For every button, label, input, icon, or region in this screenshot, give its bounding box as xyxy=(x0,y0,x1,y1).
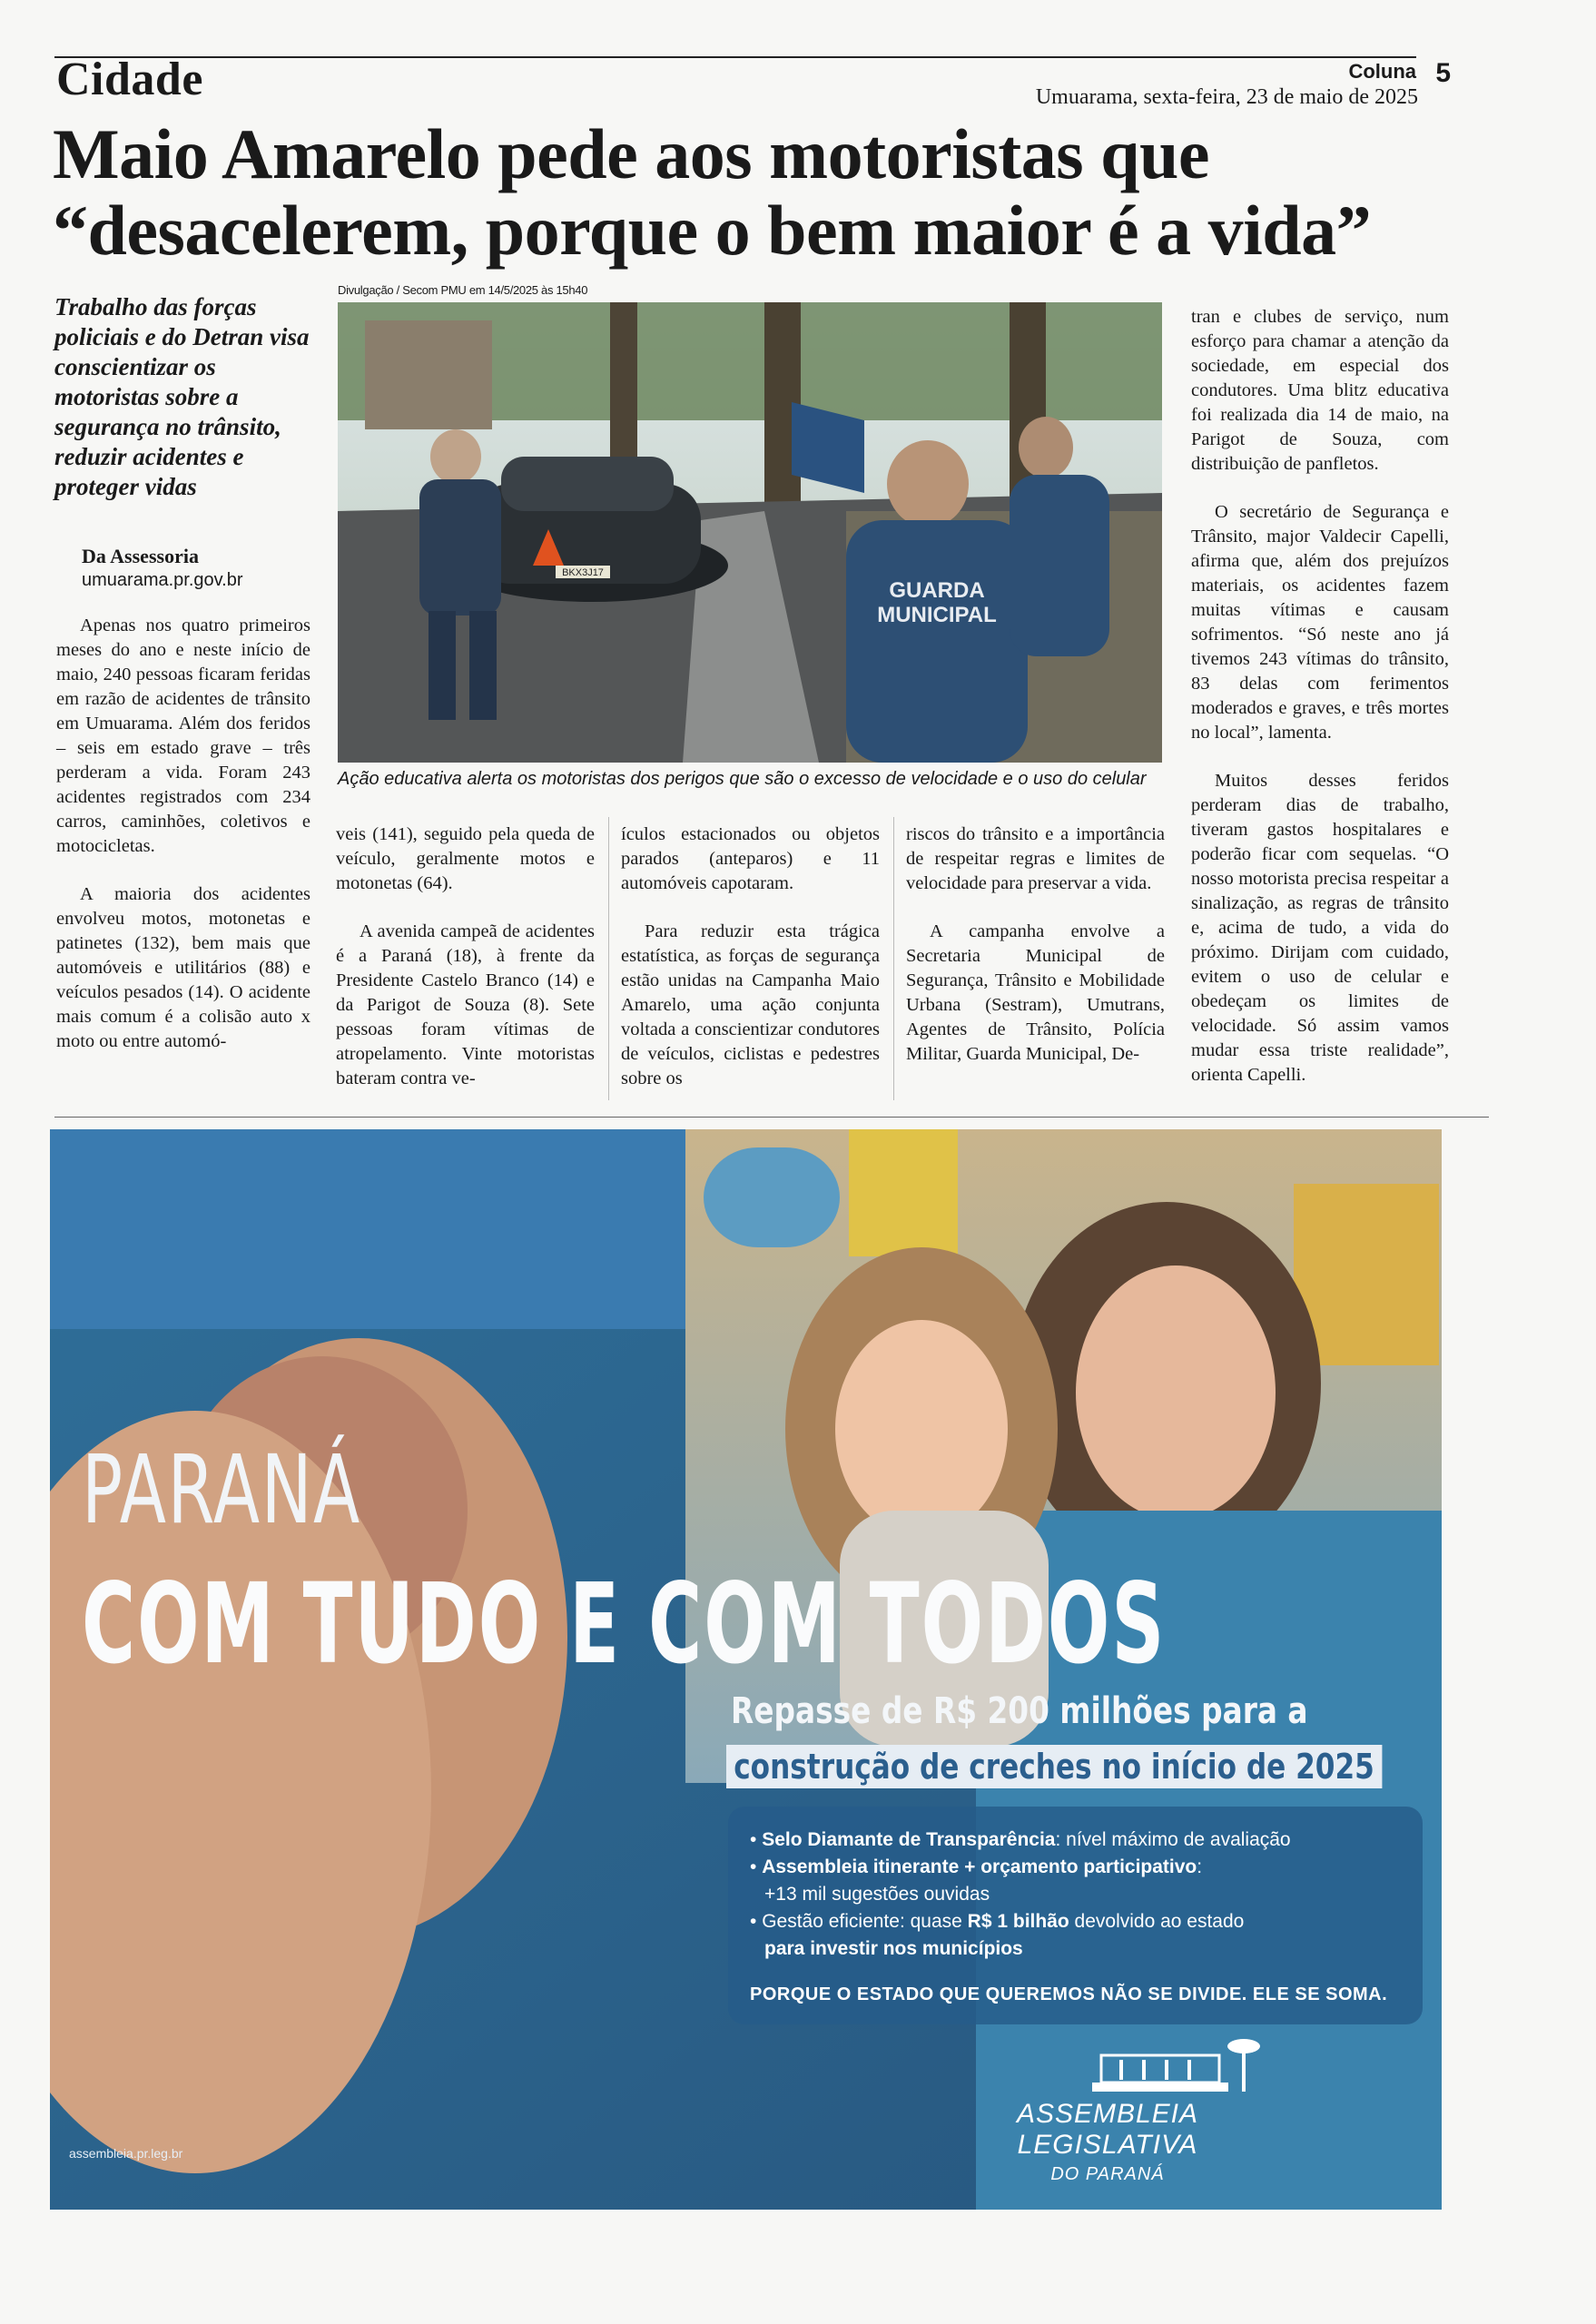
paragraph: ículos estacionados ou objetos parados (anteparos) e 11 automóveis capotaram. xyxy=(621,824,880,893)
bullet-text: : xyxy=(1197,1856,1203,1877)
byline-url: umuarama.pr.gov.br xyxy=(82,570,243,590)
column-label: Coluna xyxy=(1348,60,1416,83)
article-deck: Trabalho das forças policiais e do Detran visa conscientizar os motoristas sobre a segurança no trânsito, reduzir acidentes e proteger vidas xyxy=(54,293,310,500)
paragraph: A campanha envolve a Secretaria Municipal de Segurança, Trânsito e Mobilidade Urbana (Sestram), Umutrans, Agentes de Trânsito, Polícia Militar, Guarda Municipal, De- xyxy=(906,921,1165,1064)
header-rule xyxy=(54,56,1416,58)
ad-bullet-3-sub: para investir nos municípios xyxy=(764,1938,1023,1959)
ad-logo-line-1: ASSEMBLEIA xyxy=(1016,2099,1199,2129)
license-plate: BKX3J17 xyxy=(562,567,604,578)
paragraph: Muitos desses feridos perderam dias de trabalho, tiveram gastos hospitalares e poderão ficar com sequelas. “O nosso motorista precisa respeitar a sinalização, as regras de trânsito e, acima de tudo, a vida do próximo. Dirijam com cuidado, evitem o uso de celular e obedeçam os limites de velocidade. Só assim vamos mudar essa triste realidade”, orienta Capelli. xyxy=(1191,771,1449,1085)
ad-bullets xyxy=(750,1827,1413,1963)
photo-caption: Ação educativa alerta os motoristas dos perigos que são o excesso de velocidade e o uso do celular xyxy=(338,769,1147,789)
paragraph: Apenas nos quatro primeiros meses do ano e neste início de maio, 240 pessoas ficaram feridas em razão de acidentes de trânsito em Umuarama. Além dos feridos – seis em estado grave – três perderam a vida. Foram 243 acidentes registrados com 234 carros, caminhões, coletivos e motocicletas. xyxy=(56,615,310,856)
column-rule xyxy=(608,817,609,1100)
dateline: Umuarama, sexta-feira, 23 de maio de 2025 xyxy=(1035,85,1418,109)
article-photo xyxy=(338,302,1162,763)
bullet-text: Gestão eficiente: quase xyxy=(762,1911,968,1932)
paragraph: riscos do trânsito e a importância de respeitar regras e limites de velocidade para preservar a vida. xyxy=(906,824,1165,893)
ad-creches: construção de creches no início de 2025 xyxy=(726,1745,1382,1788)
paragraph: tran e clubes de serviço, num esforço para chamar a atenção da sociedade, em especial dos condutores. Uma blitz educativa foi realizada dia 14 de maio, na Parigot de Souza, com distribuição de panfletos. xyxy=(1191,307,1449,474)
article-column-4 xyxy=(906,822,1165,1067)
article-bottom-rule xyxy=(54,1117,1489,1118)
ad-repasse: Repasse de R$ 200 milhões para a xyxy=(731,1690,1308,1732)
ad-logo-line-2: LEGISLATIVA xyxy=(1017,2130,1198,2160)
ad-bullet-2: • Assembleia itinerante + orçamento participativo: xyxy=(750,1856,1203,1877)
article-column-2 xyxy=(336,822,595,1091)
bullet-bold: R$ 1 bilhão xyxy=(967,1911,1069,1932)
photo-credit: Divulgação / Secom PMU em 14/5/2025 às 15h40 xyxy=(338,283,588,297)
paragraph: A maioria dos acidentes envolveu motos, motonetas e patinetes (132), bem mais que automóveis e utilitários (88) e veículos pesados (14). O acidente mais comum é a colisão auto x moto ou entre automó- xyxy=(56,884,310,1051)
vest-label-2: MUNICIPAL xyxy=(877,603,997,627)
byline: Da Assessoria xyxy=(82,545,199,567)
paragraph: O secretário de Segurança e Trânsito, major Valdecir Capelli, afirma que, além dos prejuízos materiais, os acidentes fazem muitas vítimas e causam sofrimentos. “Só neste ano já tivemos 243 vítimas do trânsito, 83 delas com ferimentos moderados e graves, e três mortes no local”, lamenta. xyxy=(1191,502,1449,743)
ad-bullet-3: • Gestão eficiente: quase R$ 1 bilhão devolvido ao estado xyxy=(750,1911,1245,1932)
ad-logo-line-3: DO PARANÁ xyxy=(1050,2164,1165,2184)
page-number: 5 xyxy=(1435,58,1451,88)
headline-line-2: “desacelerem, porque o bem maior é a vida” xyxy=(53,191,1372,270)
bullet-bold: Assembleia itinerante + orçamento participativo xyxy=(762,1856,1197,1877)
bullet-bold: Selo Diamante de Transparência xyxy=(762,1829,1056,1850)
photo-illustration xyxy=(338,302,1162,763)
ad-tagline: PORQUE O ESTADO QUE QUEREMOS NÃO SE DIVIDE. ELE SE SOMA. xyxy=(750,1984,1388,2004)
ad-url[interactable]: assembleia.pr.leg.br xyxy=(69,2146,183,2161)
headline-line-1: Maio Amarelo pede aos motoristas que xyxy=(53,114,1209,193)
ad-title-small: PARANÁ xyxy=(82,1434,361,1545)
article-column-5 xyxy=(1191,305,1449,1088)
paragraph: A avenida campeã de acidentes é a Paraná (18), à frente da Presidente Castelo Branco (14) e da Parigot de Souza (8). Sete pessoas foram vítimas de atropelamento. Vinte motoristas bateram contra ve- xyxy=(336,921,595,1088)
vest-label-1: GUARDA xyxy=(889,578,985,603)
paragraph: veis (141), seguido pela queda de veículo, geralmente motos e motonetas (64). xyxy=(336,824,595,893)
article-column-3 xyxy=(621,822,880,1091)
ad-title-big: COM TUDO E COM TODOS xyxy=(82,1560,1167,1689)
bullet-text: devolvido ao estado xyxy=(1069,1911,1245,1932)
headline xyxy=(53,116,1469,269)
paragraph: Para reduzir esta trágica estatística, as forças de segurança estão unidas na Campanha Maio Amarelo, uma ação conjunta voltada a conscientizar condutores de veículos, ciclistas e pedestres sobre os xyxy=(621,921,880,1088)
ad-bullet-2-sub: +13 mil sugestões ouvidas xyxy=(764,1884,990,1905)
article-column-1 xyxy=(56,614,310,1054)
bullet-text: : nível máximo de avaliação xyxy=(1055,1829,1291,1850)
section-title: Cidade xyxy=(56,54,203,105)
column-rule xyxy=(893,817,894,1100)
ad-bullet-1: • Selo Diamante de Transparência: nível máximo de avaliação xyxy=(750,1829,1291,1850)
